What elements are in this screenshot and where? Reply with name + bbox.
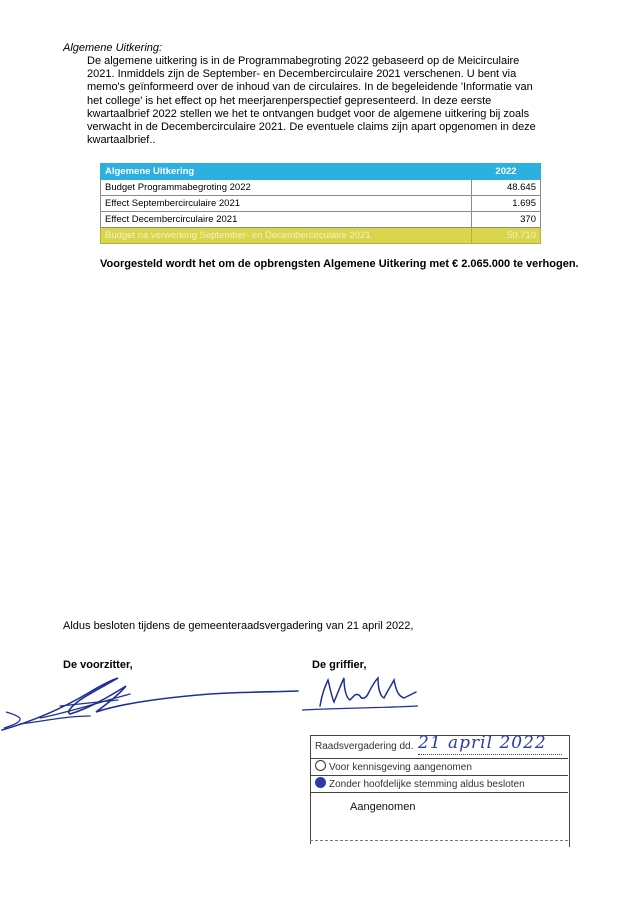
section-title: Algemene Uitkering: bbox=[63, 42, 163, 54]
radio-empty-icon bbox=[315, 760, 326, 771]
table-row bbox=[101, 212, 541, 228]
paragraph-line: De algemene uitkering is in de Programmabegroting 2022 gebaseerd op de Meicirculaire bbox=[87, 55, 520, 67]
paragraph-line: 2021. Inmiddels zijn de September- en Decembercirculaire 2021 verschenen. U bent via bbox=[87, 68, 517, 81]
paragraph-line: verwacht in de Decembercirculaire 2021. De eventuele claims zijn apart opgenomen in deze bbox=[87, 121, 536, 134]
stamp-result-row bbox=[310, 792, 568, 808]
paragraph-line: kwartaalbrief 2022 stellen we het te ontvangen budget voor de algemene uitkering bij zoals bbox=[87, 107, 530, 120]
stamp-meeting-label: Raadsvergadering dd. bbox=[315, 741, 414, 752]
stamp-option-row bbox=[310, 775, 568, 791]
table-header-row bbox=[101, 164, 541, 180]
table-total-row bbox=[101, 228, 541, 244]
stamp-option-2: Zonder hoofdelijke stemming aldus besloten bbox=[329, 779, 525, 790]
stamp-edge bbox=[569, 735, 570, 847]
table-row-value: 370 bbox=[472, 212, 541, 228]
stamp-bottom-line bbox=[310, 840, 568, 841]
stamp-result: Aangenomen bbox=[350, 801, 416, 813]
stamp-option-row bbox=[310, 758, 568, 774]
table-header-year: 2022 bbox=[472, 164, 541, 180]
paragraph-line: het college' is het effect op het meerjarenperspectief gepresenteerd. In deze eerste bbox=[87, 94, 492, 107]
table-total-label: Budget na verwerking September- en Decembercirculaire 2021 bbox=[101, 228, 472, 244]
table-row-label: Effect Septembercirculaire 2021 bbox=[101, 196, 472, 212]
decision-text: Aldus besloten tijdens de gemeenteraadsvergadering van 21 april 2022, bbox=[63, 620, 414, 632]
clerk-signature bbox=[300, 668, 420, 712]
table-row bbox=[101, 180, 541, 196]
chair-signature bbox=[0, 672, 300, 732]
stamp-date-line bbox=[418, 754, 562, 755]
radio-filled-icon bbox=[315, 777, 326, 788]
clerk-label: De griffier, bbox=[312, 659, 367, 671]
chair-label: De voorzitter, bbox=[63, 659, 133, 671]
proposal-text: Voorgesteld wordt het om de opbrengsten Algemene Uitkering met € 2.065.000 te verhogen. bbox=[100, 258, 579, 270]
table-row-label: Budget Programmabegroting 2022 bbox=[101, 180, 472, 196]
stamp-option-1: Voor kennisgeving aangenomen bbox=[329, 762, 472, 773]
section-paragraph bbox=[87, 55, 557, 147]
stamp-handwritten-date: 21 april 2022 bbox=[418, 733, 547, 753]
paragraph-line: kwartaalbrief.. bbox=[87, 134, 156, 147]
council-stamp bbox=[310, 735, 570, 850]
table-row-value: 1.695 bbox=[472, 196, 541, 212]
table-row bbox=[101, 196, 541, 212]
table-row-value: 48.645 bbox=[472, 180, 541, 196]
table-row-label: Effect Decembercirculaire 2021 bbox=[101, 212, 472, 228]
paragraph-line: memo's geïnformeerd over de inhoud van de circulaires. In de begeleidende 'Informatie van bbox=[87, 81, 533, 94]
table-total-value: 50.710 bbox=[472, 228, 541, 244]
budget-table bbox=[100, 163, 541, 244]
table-header-label: Algemene Uitkering bbox=[101, 164, 472, 180]
